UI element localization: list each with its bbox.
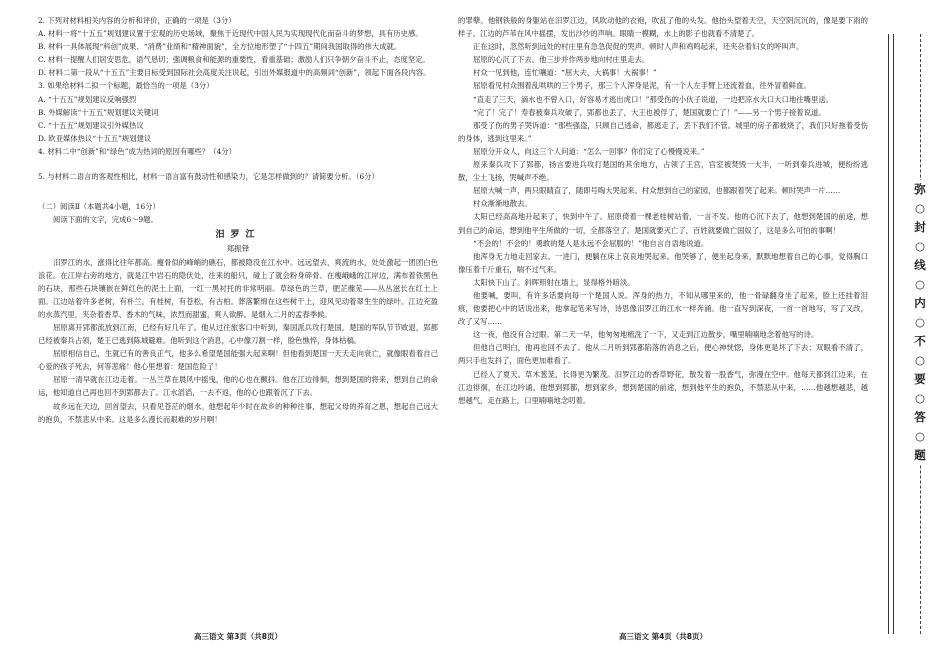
binding-edge-lines: [888, 34, 894, 634]
story-paragraph: “直走了三天，滴水也不曾入口，好容易才逃出虎口！”那受伤的小伙子说道，一边把凉水大口大口地往嘴里送。: [473, 94, 834, 104]
story-paragraph: 屈原离开郢都流放到江南，已经有好几年了。他从过往旅客口中听到，秦国派兵攻打楚国，楚国的军队节节败退，郢都已经被秦兵占领，楚王已逃到陈城避难。他听到这个消息，心中像刀割一样，脸色憔悴，身体枯槁。: [38, 322, 438, 346]
seal-char: 弥: [914, 182, 926, 196]
page-4-column: [458, 14, 868, 407]
story-paragraph: 屈原大喊一声，两只眼睛直了，随即号啕大哭起来。村众想到自己的家园，也都跟着哭了起来。顿时哭声一片……: [473, 186, 841, 196]
q3-option-d: D. 欧亚媒体热议“十五五”规划建议: [38, 133, 152, 143]
story-paragraph: 他浑身无力地走回家去。一进门，便躺在床上哀哀地哭起来。他哭够了，便坐起身来，默默地想着自己的心事，觉得胸口像压着千斤重石，喘不过气来。: [458, 251, 868, 274]
story-paragraph: 屈原一清早就在江边走着。一丛兰草在晨风中摇曳，他的心也在颤抖。他在江边徘徊，想到楚国的将来，想到自己的命运，他知道自己再也回不到郢都去了。江水滔滔，一去不返，他的心也跟着沉了下去。: [38, 375, 438, 398]
seal-char: 答: [914, 410, 926, 424]
seal-char: 题: [914, 448, 926, 462]
seal-circle: ○: [914, 277, 926, 291]
page-4: [458, 0, 868, 659]
q3-option-b: B. 外媒解读“十五五”规划建议关键词: [38, 107, 159, 117]
story-paragraph: 已经入了夏天。草木葱茏，长得更为繁茂。汨罗江边的香草野花，散发着一股香气，弥漫在空中。他每天都到江边来，在江边徘徊，在江边吟诵。他想到郢都，想到家乡，想到楚国的前途，想到他平生的抱负，不禁悲从中来，……他越想越悲，越想越气，走在路上，口里喃喃地念叨着。: [458, 369, 868, 405]
story-paragraph: 故乡远在天边，回首望去，只看见苍茫的烟水。他想起年少时在故乡的种种往事，想起父母的养育之恩，想起自己远大的抱负，不禁悲从中来。这是多么漫长而艰难的岁月啊！: [38, 401, 438, 424]
section-instruction: 阅读下面的文字，完成6～9题。: [53, 215, 158, 225]
story-paragraph: 那受了伤的男子哭诉道：“那些强盗，只顾自己逃命，都逃走了，丢下我们不管。城里的房子都被烧了，我们只好拖着受伤的身体，逃到这里来。”: [458, 120, 868, 143]
binding-margin: [878, 0, 950, 659]
story-paragraph: 这一夜，他没有合过眼。第二天一早，他匆匆地梳洗了一下，又走到江边散步，嘴里喃喃地念着他写的诗。: [473, 330, 819, 340]
story-paragraph: 村众渐渐地散去。: [473, 199, 532, 209]
story-paragraph: 的罪孽。他钢铁般的身躯站在汨罗江边，风吹动他的衣袍，吹乱了他的头发。他抬头望着天空，天空阴沉沉的，像是要下雨的样子。江边的芦苇在风中摇摆，发出沙沙的声响。眼睛一模糊，水上的影子也就看不清楚了。: [458, 16, 868, 39]
story-paragraph: 太阳快下山了。斜晖照射在墙上，显得格外暗淡。: [473, 277, 635, 287]
story-author: 郑振铎: [226, 244, 250, 254]
story-paragraph: “完了！完了！寿春被秦兵攻破了，郢都也丢了，大王也被俘了，楚国就要亡了！”——另一个男子接着说道。: [473, 107, 826, 117]
section-heading: （二）阅读Ⅱ（本题共4小题，16分）: [38, 202, 160, 212]
q3-stem: 3. 如果给材料二拟一个标题，最恰当的一项是（3分）: [38, 81, 214, 91]
story-paragraph: 他要喊，要叫，有许多话要向每一个楚国人说。浑身的热力，不知从哪里来的，他一骨碌翻身坐了起来，脸上还挂着泪痕，他要把心中的话说出来，他拿起笔来写诗，诗思像汨罗江的江水一样奔涌。他一直写到深夜，一首一首地写，写了又改，改了又写……: [458, 290, 868, 327]
story-paragraph: 汨罗江的水，涨得比往年都高。瘦骨似的峰峭的礁石，都被隐没在江水中。远远望去，爽流的水，处处激起一团团白色浪花。在江岸右旁的地方，就是江中岩石的隐伏处，往来的船只，碰上了就会粉身碎骨。在瘦峨峨的江岸边，满布着铁黑色的石块，那些石块镶嵌在鲜红色的泥土上面，一红一黑衬托的非常明丽。草绿色的兰草，肥芷蘼芜——丛丛滋长在红土上面。江边站着许多老树，有朴兰，有桂树，有苍松，有古柏。葬落繁绵在这些树干上，迎风见动着翠生生的绿叶。江边充盈的水蒸汽里，夹杂着香草、香木的气味，浓烈而甜蜜，爽人欲醉。是烟入二月的孟春季候。: [38, 257, 438, 319]
story-paragraph: 正在这时，忽然听到远处的村庄里有急急促促的哭声。顿时人声和鸡鸣起来，还夹杂着妇女的呼叫声。: [473, 42, 804, 52]
q2-option-c: C. 材料一提醒人们居安思危，语气恳切；强调粮食和能源的重要性，看重基础；激励人们只争朝夕奋斗不止，态度坚定。: [38, 55, 430, 65]
page-3: [38, 0, 438, 659]
seal-circle: ○: [914, 201, 926, 215]
story-title: 汨罗江: [215, 230, 261, 241]
q3-option-a: A. “十五五”规划建议反响强烈: [38, 94, 137, 104]
seal-char: 不: [914, 334, 926, 348]
q4-stem: 4. 材料二中“创新”和“绿色”成为热词的原因有哪些？（4分）: [38, 146, 236, 156]
seal-circle: ○: [914, 239, 926, 253]
story-paragraph: 太阳已经高高地升起来了，快到中午了。屈原倚着一棵老桂树站着，一言不发。他的心沉下去了，他想到楚国的前途，想到自己的命运，想到他平生所做的一切，全都落空了。楚国就要灭亡了，百姓就要做亡国奴了，这是多么可怕的事啊！: [458, 212, 868, 235]
seal-circle: ○: [914, 353, 926, 367]
seal-circle: ○: [914, 429, 926, 443]
story-paragraph: 屈原相信自己，生就已有的善良正气，他多么希望楚国能强大起来啊！但他看到楚国一天天走向衰亡，就像眼看着自己心爱的孩子死去，何等悲痛！他心里想着：楚国危险了！: [38, 349, 438, 372]
story-paragraph: 屈原的心沉了下去。他三步并作两步地向村庄里走去。: [473, 55, 650, 65]
q3-option-c: C. “十五五”规划建议引外媒热议: [38, 120, 144, 130]
story-paragraph: 原来秦兵攻下了郢都，扬言要进兵攻打楚国的其余地方，占领了王宫，宫室被焚毁一大半，一听到秦兵进城，便纷纷逃散，尘土飞扬，哭喊声不绝。: [458, 160, 868, 183]
q2-stem: 2. 下列对材料相关内容的分析和评价，正确的一项是（3分）: [38, 16, 236, 25]
q2-option-d: D. 材料二第一段从“十五五”主要目标受到国际社会高度关注说起，引出外媒报道中的高频词“创新”，领起下面各段内容。: [38, 68, 431, 78]
seal-char: 线: [914, 258, 926, 272]
story-paragraph: “不会的！不会的！勇敢的楚人是永远不会屈服的！”他自言自语地说道。: [473, 238, 709, 248]
seal-char: 封: [914, 220, 926, 234]
seal-char: 要: [914, 372, 926, 386]
story-paragraph: 但他自己明白，他再也回不去了。他从二月听到郢都陷落的消息之后，便心神恍惚，身体更是坏了下去；双眼看不清了，两只手也发抖了，面色更加难看了。: [458, 343, 868, 366]
seal-char: 内: [914, 296, 926, 310]
story-paragraph: 屈原看见村众围着乱哄哄的三个男子，那三个人浑身是泥，有一个人左手臂上还流着血，往外冒着鲜血。: [473, 81, 811, 91]
seal-line-text: [908, 180, 932, 465]
q2-option-b: B. 材料一具体展现“科创”成果、“消费”业绩和“精神面貌”，全方位地形塑了“十四五”期间我国取得的伟大成就。: [38, 42, 402, 52]
page-4-footer: 高三语文 第4页（共8页）: [618, 632, 708, 641]
story-paragraph: 屈原分开众人，向这三个人问道：“怎么一回事？你们定了心慢慢说来。”: [473, 146, 705, 156]
story-paragraph: 村众一见到他，连忙嚷道：“屈大夫，大祸事！大祸事！”: [473, 68, 657, 78]
page-3-footer: 高三语文 第3页（共8页）: [193, 632, 283, 641]
seal-circle: ○: [914, 391, 926, 405]
page-3-column: [38, 14, 438, 426]
q5-stem: 5. 与材料二语言的客观性相比，材料一语言富有鼓动性和感染力，它是怎样做到的？请简要分析。（6分）: [38, 172, 379, 182]
q2-option-a: A. 材料一将“十五五”规划建议置于宏观的历史场域，聚焦于近现代中国人民为实现现代化而奋斗的梦想，具有历史感。: [38, 29, 423, 39]
seal-circle: ○: [914, 315, 926, 329]
